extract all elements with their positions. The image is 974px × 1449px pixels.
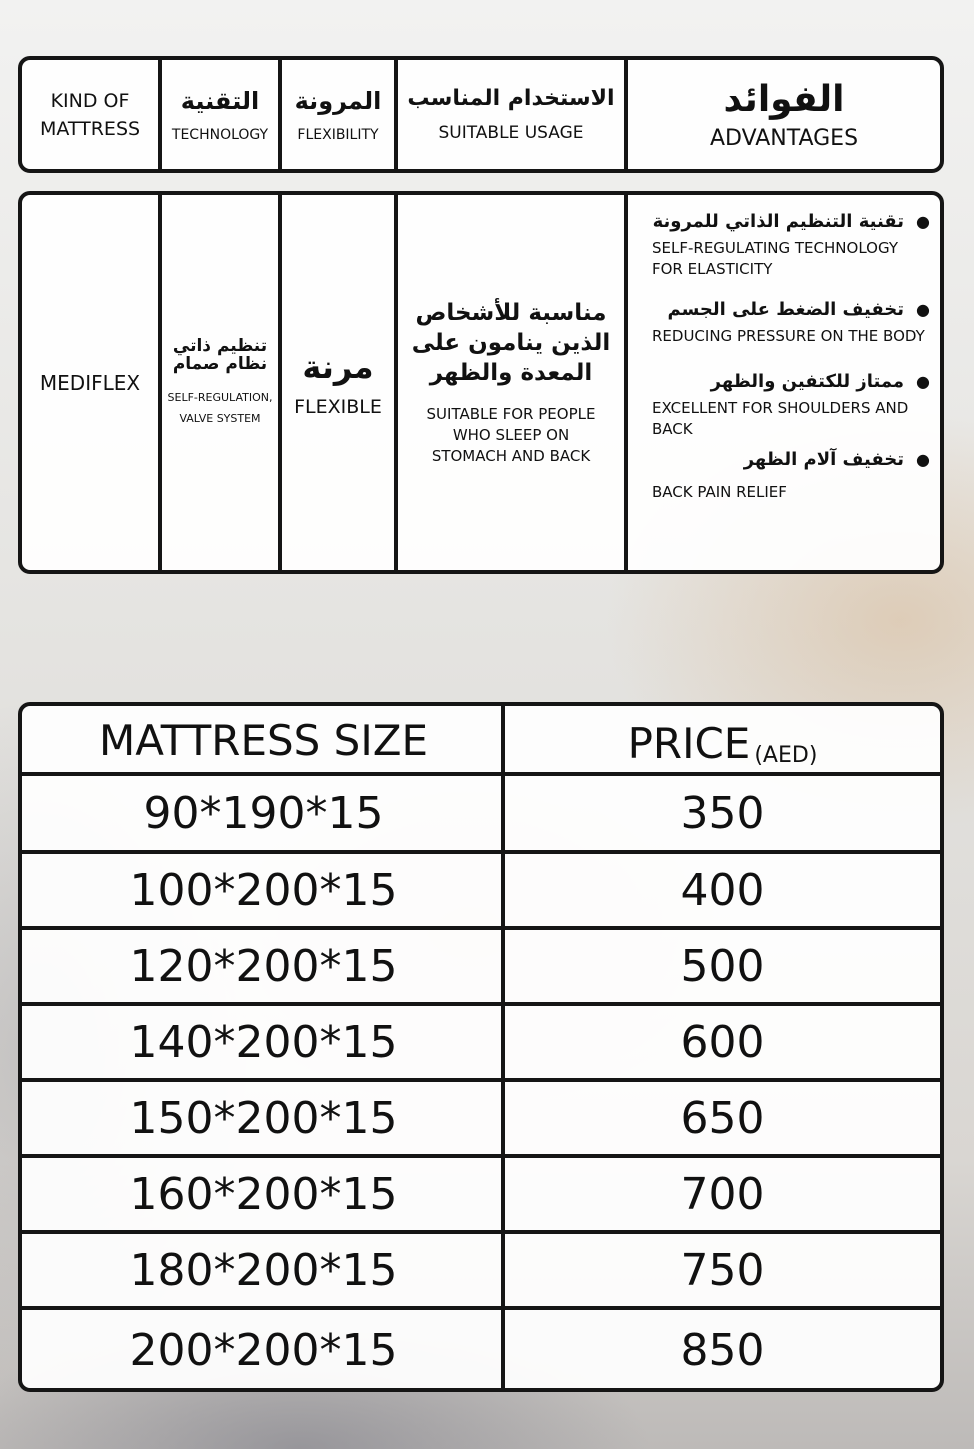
advantage-ar-row (650, 371, 930, 392)
advantage-ar: تخفيف آلام الظهر (743, 449, 905, 470)
advantage-en-line1: BACK PAIN RELIEF (652, 483, 787, 501)
size-cell: 160*200*15 (129, 1168, 398, 1220)
technology-cell (158, 195, 278, 570)
usage-en-line3: STOMACH AND BACK (431, 447, 591, 465)
table-row (22, 776, 940, 850)
advantage-en-line1: SELF-REGULATING TECHNOLOGY (652, 239, 898, 257)
bullet-dot-icon: ● (916, 212, 930, 231)
header-flexibility-ar: المرونة (294, 86, 382, 115)
advantage-en (650, 398, 930, 440)
product-name-cell (22, 195, 158, 570)
bullet-dot-icon: ● (916, 450, 930, 469)
price-cell: 600 (680, 1016, 765, 1068)
advantage-ar: تخفيف الضغط على الجسم (667, 299, 905, 320)
size-cell: 180*200*15 (129, 1244, 398, 1296)
advantage-en-line2: BACK (652, 420, 693, 438)
usage-cell (394, 195, 624, 570)
advantage-ar: ممتاز للكتفين والظهر (710, 371, 905, 392)
spec-header-table (18, 56, 944, 173)
price-cell: 700 (680, 1168, 765, 1220)
size-cell: 120*200*15 (129, 940, 398, 992)
table-row (22, 854, 940, 926)
price-cell: 750 (680, 1244, 765, 1296)
header-usage-en: SUITABLE USAGE (438, 123, 584, 143)
size-cell: 90*190*15 (143, 787, 384, 839)
price-header-label: PRICE (627, 719, 751, 768)
advantage-item (650, 371, 930, 440)
technology-ar-line1: تنظيم ذاتي (172, 335, 268, 356)
advantage-en-line2: FOR ELASTICITY (652, 260, 773, 278)
product-name: MEDIFLEX (39, 370, 141, 395)
price-cell: 850 (680, 1324, 765, 1376)
currency-label: (AED) (754, 743, 818, 768)
advantage-item (650, 299, 930, 347)
bullet-dot-icon: ● (916, 372, 930, 391)
advantage-en-line1: REDUCING PRESSURE ON THE BODY (652, 327, 925, 345)
price-cell: 500 (680, 940, 765, 992)
spec-detail-table (18, 191, 944, 574)
usage-en-line1: SUITABLE FOR PEOPLE (426, 405, 596, 423)
price-cell: 400 (680, 864, 765, 916)
table-row (22, 930, 940, 1002)
size-cell: 150*200*15 (129, 1092, 398, 1144)
header-usage-ar: الاستخدام المناسب (407, 86, 615, 111)
size-cell: 200*200*15 (129, 1324, 398, 1376)
technology-en-line1: SELF-REGULATION, (167, 390, 273, 404)
advantage-en (650, 482, 930, 503)
advantage-item (650, 211, 930, 280)
advantage-en (650, 326, 930, 347)
usage-en-line2: WHO SLEEP ON (452, 426, 570, 444)
advantage-ar: تقنية التنظيم الذاتي للمرونة (652, 211, 905, 232)
flexibility-cell (278, 195, 394, 570)
technology-en-line2: VALVE SYSTEM (179, 411, 261, 425)
usage-ar-line2: الذين ينامون على (411, 330, 611, 356)
header-technology-ar: التقنية (180, 86, 260, 115)
header-flexibility (278, 60, 394, 169)
advantage-ar-row (650, 299, 930, 320)
advantage-ar-row (650, 211, 930, 232)
price-table (18, 702, 944, 1392)
price-cell: 350 (680, 787, 765, 839)
usage-ar-line3: المعدة والظهر (429, 360, 593, 386)
header-technology (158, 60, 278, 169)
advantage-item (650, 449, 930, 503)
header-technology-en: TECHNOLOGY (171, 126, 269, 143)
price-cell: 650 (680, 1092, 765, 1144)
advantage-ar-row (650, 449, 930, 470)
table-row (22, 1234, 940, 1306)
table-row (22, 1082, 940, 1154)
flexibility-en: FLEXIBLE (294, 395, 382, 418)
table-row (22, 1310, 940, 1390)
header-flexibility-en: FLEXIBILITY (297, 126, 379, 143)
technology-ar-line2: نظام صمام (172, 353, 268, 374)
size-cell: 140*200*15 (129, 1016, 398, 1068)
flexibility-ar: مرنة (302, 347, 374, 386)
header-advantages (624, 60, 940, 169)
advantages-cell (624, 195, 940, 570)
header-suitable-usage (394, 60, 624, 169)
advantage-en-line1: EXCELLENT FOR SHOULDERS AND (652, 399, 909, 417)
table-row (22, 1006, 940, 1078)
header-kind-label: KIND OF MATTRESS (39, 89, 141, 140)
size-cell: 100*200*15 (129, 864, 398, 916)
bullet-dot-icon: ● (916, 300, 930, 319)
usage-ar-line1: مناسبة للأشخاص (415, 300, 607, 326)
advantage-en (650, 238, 930, 280)
table-row (22, 1158, 940, 1230)
header-advantages-en: ADVANTAGES (709, 125, 859, 151)
price-column-header (505, 706, 940, 774)
size-column-header: MATTRESS SIZE (98, 715, 429, 765)
header-advantages-ar: الفوائد (723, 78, 845, 120)
header-kind-of-mattress (22, 60, 158, 169)
price-table-header (22, 706, 940, 774)
